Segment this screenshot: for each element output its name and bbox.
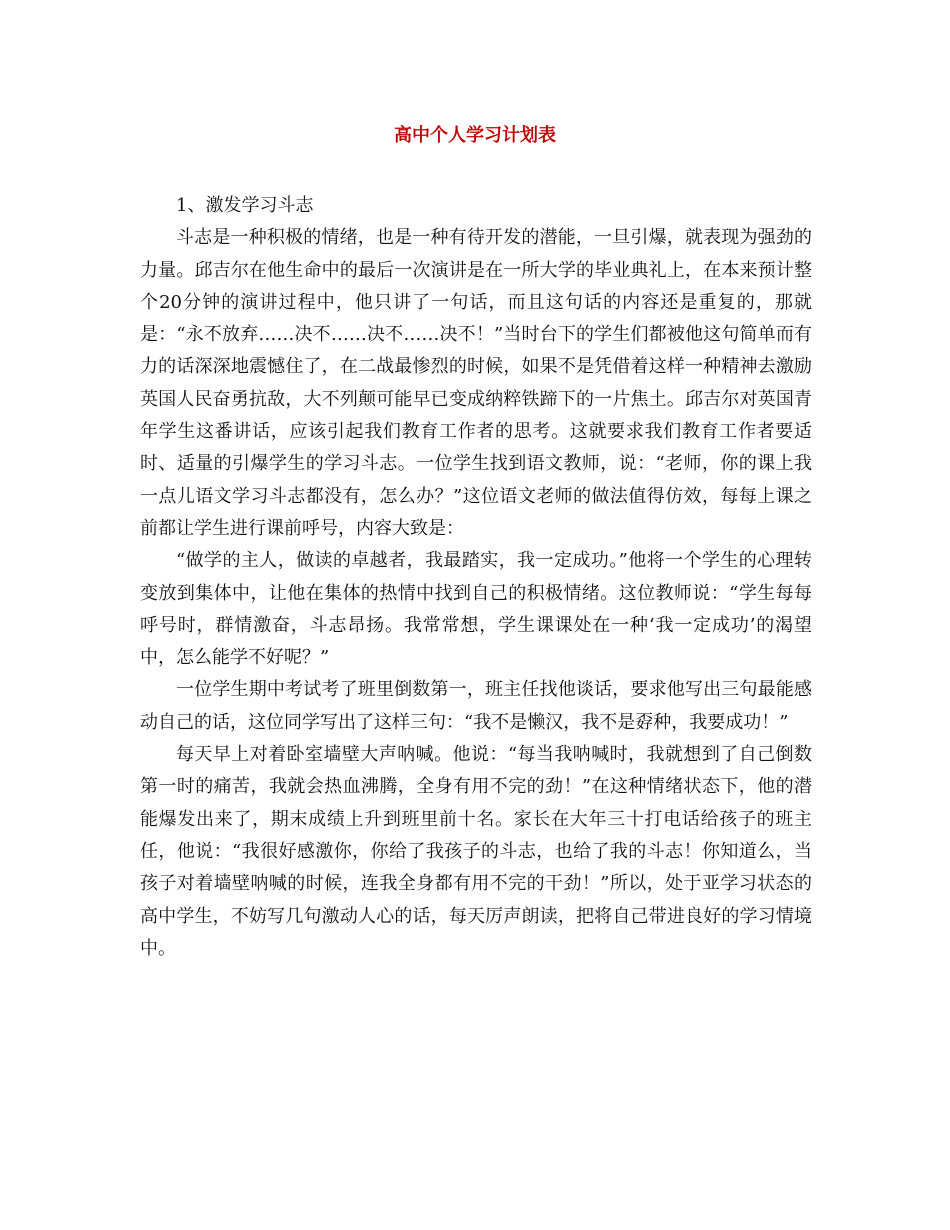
paragraph-1: 斗志是一种积极的情绪，也是一种有待开发的潜能，一旦引爆，就表现为强劲的力量。邱吉尔在他生命中的最后一次演讲是在一所大学的毕业典礼上，在本来预计整个20分钟的演讲过程中，他只讲了一句话，而且这句话的内容还是重复的，那就是：“永不放弃……决不……决不……决不！”当时台下的学生们都被他这句简单而有力的话深深地震憾住了，在二战最惨烈的时候，如果不是凭借着这样一种精神去激励英国人民奋勇抗敌，大不列颠可能早已变成纳粹铁蹄下的一片焦土。邱吉尔对英国青年学生这番讲话，应该引起我们教育工作者的思考。这就要求我们教育工作者要适时、适量的引爆学生的学习斗志。一位学生找到语文教师，说：“老师，你的课上我一点儿语文学习斗志都没有，怎么办？”这位语文老师的做法值得仿效，每每上课之前都让学生进行课前呼号，内容大致是：	[140, 227, 812, 539]
document-body	[140, 190, 812, 965]
paragraph-2: “做学的主人，做读的卓越者，我最踏实，我一定成功。”他将一个学生的心理转变放到集体中，让他在集体的热情中找到自己的积极情绪。这位教师说：“学生每每呼号时，群情激奋，斗志昂扬。我常常想，学生课课处在一种‘我一定成功’的渴望中，怎么能学不好呢？”	[140, 550, 812, 669]
section-heading: 1、激发学习斗志	[176, 195, 314, 216]
paragraph-3: 一位学生期中考试考了班里倒数第一，班主任找他谈话，要求他写出三句最能感动自己的话，这位同学写出了这样三句：“我不是懒汉，我不是孬种，我要成功！”	[140, 679, 812, 733]
paragraph-4: 每天早上对着卧室墙壁大声呐喊。他说：“每当我呐喊时，我就想到了自己倒数第一时的痛苦，我就会热血沸腾，全身有用不完的劲！”在这种情绪状态下，他的潜能爆发出来了，期末成绩上升到班里前十名。家长在大年三十打电话给孩子的班主任，他说：“我很好感激你，你给了我孩子的斗志，也给了我的斗志！你知道么，当孩子对着墙壁呐喊的时候，连我全身都有用不完的干劲！”所以，处于亚学习状态的高中学生，不妨写几句激动人心的话，每天厉声朗读，把将自己带进良好的学习情境中。	[140, 744, 812, 959]
document-title: 高中个人学习计划表	[394, 125, 556, 146]
